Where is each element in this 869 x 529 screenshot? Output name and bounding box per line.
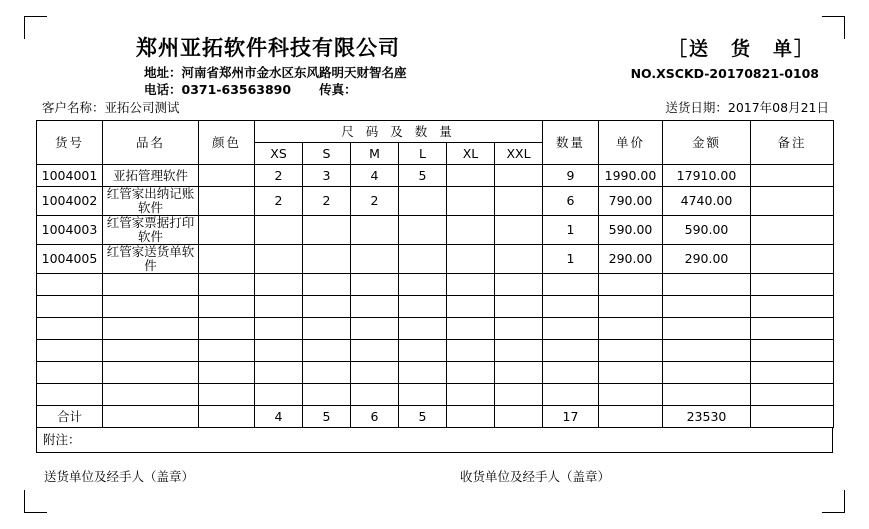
cell-amount	[663, 318, 751, 340]
cell-color	[199, 274, 255, 296]
cell-size-xs	[255, 362, 303, 384]
cell-size-xl	[447, 187, 495, 216]
cell-size-l	[399, 362, 447, 384]
cell-quantity: 6	[543, 187, 599, 216]
cell-size-m	[351, 245, 399, 274]
cell-size-m: 4	[351, 165, 399, 187]
cell-size-xxl	[495, 274, 543, 296]
cell-size-s	[303, 245, 351, 274]
receiver-signature-label: 收货单位及经手人（盖章）	[460, 469, 611, 484]
customer-name: 亚拓公司测试	[104, 100, 180, 115]
th-amount: 金额	[663, 121, 751, 165]
cell-size-m	[351, 362, 399, 384]
delivery-date-value: 2017年08月21日	[727, 100, 829, 115]
cell-price: 790.00	[599, 187, 663, 216]
cell-size-s	[303, 362, 351, 384]
total-size-xxl	[495, 406, 543, 428]
cell-code: 1004003	[37, 216, 103, 245]
cell-size-l	[399, 245, 447, 274]
cell-memo	[751, 384, 834, 406]
cell-size-s	[303, 274, 351, 296]
cell-size-s: 3	[303, 165, 351, 187]
cell-price: 290.00	[599, 245, 663, 274]
cell-size-l	[399, 296, 447, 318]
cell-size-xxl	[495, 245, 543, 274]
cell-color	[199, 165, 255, 187]
cell-color	[199, 216, 255, 245]
cell-size-l	[399, 187, 447, 216]
cell-amount	[663, 274, 751, 296]
th-size-xxl: XXL	[495, 143, 543, 165]
cell-size-m	[351, 340, 399, 362]
total-price	[599, 406, 663, 428]
document-header	[36, 24, 833, 97]
cell-size-xxl	[495, 296, 543, 318]
th-memo: 备注	[751, 121, 834, 165]
th-size-xl: XL	[447, 143, 495, 165]
cell-size-xl	[447, 165, 495, 187]
company-name: 郑州亚拓软件科技有限公司	[136, 36, 400, 60]
delivery-date-field	[665, 98, 829, 116]
cell-memo	[751, 274, 834, 296]
cell-size-s	[303, 318, 351, 340]
cell-name: 红管家送货单软件	[103, 245, 199, 274]
cell-size-xxl	[495, 187, 543, 216]
table-row	[37, 187, 834, 216]
company-address-line	[144, 63, 407, 81]
cell-size-l	[399, 274, 447, 296]
cell-code	[37, 384, 103, 406]
cell-size-xs	[255, 274, 303, 296]
cell-size-xxl	[495, 362, 543, 384]
cell-memo	[751, 340, 834, 362]
cell-color	[199, 318, 255, 340]
cell-size-xl	[447, 318, 495, 340]
cell-size-m	[351, 274, 399, 296]
cell-amount	[663, 296, 751, 318]
cell-size-xs: 2	[255, 187, 303, 216]
total-size-m: 6	[351, 406, 399, 428]
cell-color	[199, 340, 255, 362]
total-size-s: 5	[303, 406, 351, 428]
cell-price	[599, 340, 663, 362]
items-table-head	[37, 121, 834, 165]
cell-size-l	[399, 340, 447, 362]
cell-name	[103, 296, 199, 318]
cell-memo	[751, 296, 834, 318]
cell-memo	[751, 362, 834, 384]
cell-code: 1004005	[37, 245, 103, 274]
cell-size-m	[351, 384, 399, 406]
tel-label: 电话：	[144, 82, 182, 97]
cell-price	[599, 384, 663, 406]
cell-quantity: 1	[543, 245, 599, 274]
th-size-s: S	[303, 143, 351, 165]
cell-amount: 290.00	[663, 245, 751, 274]
tel-value: 0371-63563890	[181, 82, 292, 97]
table-row-empty	[37, 318, 834, 340]
th-name: 品名	[103, 121, 199, 165]
cell-name: 红管家票据打印软件	[103, 216, 199, 245]
cell-name	[103, 340, 199, 362]
cell-size-m	[351, 216, 399, 245]
table-row-empty	[37, 340, 834, 362]
cell-name: 红管家出纳记账软件	[103, 187, 199, 216]
cell-code	[37, 296, 103, 318]
cell-size-xl	[447, 296, 495, 318]
cell-quantity	[543, 340, 599, 362]
table-row-empty	[37, 274, 834, 296]
cell-color	[199, 384, 255, 406]
cell-price	[599, 296, 663, 318]
th-size-m: M	[351, 143, 399, 165]
cell-quantity: 1	[543, 216, 599, 245]
cell-memo	[751, 165, 834, 187]
document-number: NO.XSCKD-20170821-0108	[630, 66, 819, 81]
cell-price: 1990.00	[599, 165, 663, 187]
items-table-body	[37, 165, 834, 428]
table-row	[37, 216, 834, 245]
th-size-group: 尺 码 及 数 量	[255, 121, 543, 143]
address-value: 河南省郑州市金水区东风路明天财智名座	[181, 65, 407, 80]
th-quantity: 数量	[543, 121, 599, 165]
cell-color	[199, 296, 255, 318]
cell-size-xs	[255, 384, 303, 406]
th-code: 货号	[37, 121, 103, 165]
cell-size-xxl	[495, 384, 543, 406]
total-size-l: 5	[399, 406, 447, 428]
table-header-row-1	[37, 121, 834, 143]
cell-memo	[751, 216, 834, 245]
note-label: 附注：	[43, 432, 81, 447]
cell-color	[199, 245, 255, 274]
cell-color	[199, 362, 255, 384]
cell-name	[103, 384, 199, 406]
cell-size-xl	[447, 245, 495, 274]
cell-memo	[751, 245, 834, 274]
cell-name	[103, 274, 199, 296]
cell-size-xxl	[495, 216, 543, 245]
cell-size-xl	[447, 340, 495, 362]
document-meta	[36, 96, 833, 120]
cell-size-l	[399, 318, 447, 340]
cell-color	[199, 187, 255, 216]
cell-code	[37, 318, 103, 340]
cell-amount	[663, 362, 751, 384]
cell-quantity: 9	[543, 165, 599, 187]
total-name	[103, 406, 199, 428]
cell-size-m	[351, 296, 399, 318]
cell-price	[599, 318, 663, 340]
total-memo	[751, 406, 834, 428]
cell-size-xxl	[495, 165, 543, 187]
cell-size-l	[399, 384, 447, 406]
total-color	[199, 406, 255, 428]
cell-size-m	[351, 318, 399, 340]
table-row-empty	[37, 362, 834, 384]
total-amount: 23530	[663, 406, 751, 428]
total-label: 合计	[37, 406, 103, 428]
cell-size-xs	[255, 318, 303, 340]
table-row	[37, 245, 834, 274]
th-price: 单价	[599, 121, 663, 165]
items-table	[36, 120, 834, 428]
cell-memo	[751, 318, 834, 340]
sender-signature-label: 送货单位及经手人（盖章）	[44, 469, 195, 484]
cell-size-s	[303, 296, 351, 318]
cell-amount: 4740.00	[663, 187, 751, 216]
total-quantity: 17	[543, 406, 599, 428]
cell-size-xs	[255, 216, 303, 245]
cell-size-m: 2	[351, 187, 399, 216]
cell-code	[37, 340, 103, 362]
cell-price: 590.00	[599, 216, 663, 245]
document-content	[36, 24, 833, 497]
table-row-empty	[37, 296, 834, 318]
th-color: 颜色	[199, 121, 255, 165]
cell-name: 亚拓管理软件	[103, 165, 199, 187]
cell-amount: 17910.00	[663, 165, 751, 187]
cell-code	[37, 362, 103, 384]
cell-size-xxl	[495, 318, 543, 340]
customer-field	[42, 98, 180, 116]
total-size-xl	[447, 406, 495, 428]
cell-amount: 590.00	[663, 216, 751, 245]
note-row	[36, 428, 833, 453]
address-label: 地址：	[144, 65, 182, 80]
cell-amount	[663, 340, 751, 362]
cell-code: 1004001	[37, 165, 103, 187]
delivery-date-label: 送货日期：	[665, 100, 728, 115]
cell-quantity	[543, 384, 599, 406]
table-row-empty	[37, 384, 834, 406]
cell-size-xxl	[495, 340, 543, 362]
cell-quantity	[543, 296, 599, 318]
cell-price	[599, 274, 663, 296]
cell-code: 1004002	[37, 187, 103, 216]
cell-size-xs	[255, 245, 303, 274]
cell-size-s	[303, 340, 351, 362]
cell-size-s	[303, 216, 351, 245]
cell-name	[103, 362, 199, 384]
document-title: ［送 货 单］	[667, 38, 815, 60]
customer-label: 客户名称：	[42, 100, 105, 115]
cell-quantity	[543, 362, 599, 384]
cell-size-l: 5	[399, 165, 447, 187]
cell-size-s	[303, 384, 351, 406]
cell-name	[103, 318, 199, 340]
cell-size-l	[399, 216, 447, 245]
table-row	[37, 165, 834, 187]
cell-size-xl	[447, 274, 495, 296]
fax-label: 传真：	[319, 82, 357, 97]
cell-size-s: 2	[303, 187, 351, 216]
document-footer	[36, 467, 833, 497]
cell-memo	[751, 187, 834, 216]
cell-size-xs	[255, 340, 303, 362]
cell-size-xl	[447, 384, 495, 406]
cell-size-xs	[255, 296, 303, 318]
table-total-row	[37, 406, 834, 428]
total-size-xs: 4	[255, 406, 303, 428]
cell-size-xl	[447, 216, 495, 245]
cell-code	[37, 274, 103, 296]
cell-quantity	[543, 274, 599, 296]
cell-quantity	[543, 318, 599, 340]
cell-price	[599, 362, 663, 384]
th-size-l: L	[399, 143, 447, 165]
th-size-xs: XS	[255, 143, 303, 165]
cell-amount	[663, 384, 751, 406]
cell-size-xl	[447, 362, 495, 384]
cell-size-xs: 2	[255, 165, 303, 187]
